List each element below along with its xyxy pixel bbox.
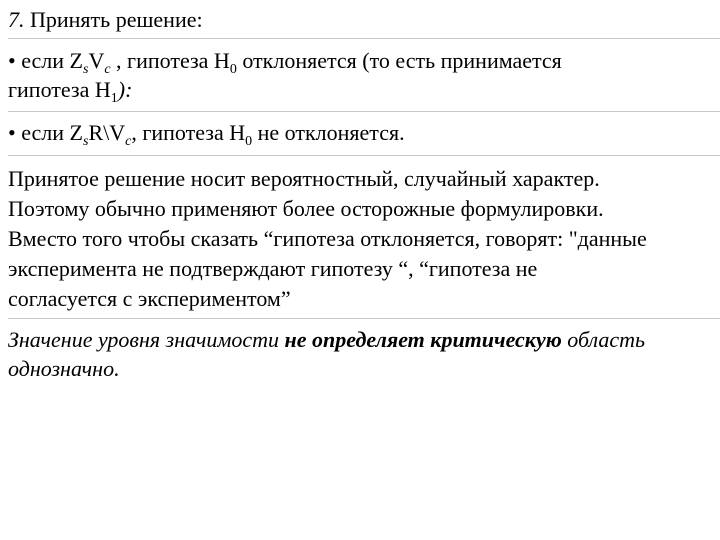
step-number: 7. [8, 7, 25, 32]
paragraph-line: согласуется с экспериментом” [8, 286, 291, 311]
step-title: Принять решение: [24, 7, 203, 32]
bullet-accept [8, 119, 405, 147]
note-text-end: область [561, 327, 646, 352]
paragraph-line: эксперимента не подтверждают гипотезу “, “гипотеза не [8, 256, 538, 281]
bullet-text-tail: отклоняется (то есть принимается [236, 48, 562, 73]
bullet-icon: • [8, 120, 16, 145]
bullet-line2-text: гипотеза H [8, 77, 111, 102]
divider [8, 111, 720, 112]
z-subscript: s [82, 134, 89, 149]
h1-subscript: 1 [110, 91, 118, 106]
v-letter: V [88, 48, 105, 73]
paragraph-line: Поэтому обычно применяют более осторожные формулировки. [8, 196, 604, 221]
bullet-icon: • [8, 48, 16, 73]
bullet-text-start: если Z [15, 120, 83, 145]
v-subscript: c [104, 62, 111, 77]
note-line2: однозначно. [8, 356, 120, 381]
note-emphasis: не определяет критическую [284, 327, 562, 352]
bullet-reject [8, 47, 562, 75]
bullet-text-tail: не отклоняется. [252, 120, 405, 145]
complement-set-text: R\V [88, 120, 126, 145]
divider [8, 155, 720, 156]
bullet-reject-line2 [8, 76, 132, 104]
note-text: Значение уровня значимости [8, 327, 285, 352]
hypothesis-text: , гипотеза H [110, 48, 230, 73]
z-subscript: s [82, 62, 89, 77]
h0-subscript: 0 [229, 62, 237, 77]
divider [8, 318, 720, 319]
divider [8, 38, 720, 39]
hypothesis-text: , гипотеза H [131, 120, 246, 145]
h0-subscript: 0 [245, 134, 253, 149]
bullet-line2-end: ): [117, 77, 133, 102]
step-heading [8, 6, 203, 34]
paragraph-line: Вместо того чтобы сказать “гипотеза отклоняется, говорят: "данные [8, 226, 647, 251]
note-line [8, 326, 645, 354]
bullet-text-start: если Z [15, 48, 83, 73]
v-subscript: c [125, 134, 132, 149]
paragraph-line: Принятое решение носит вероятностный, случайный характер. [8, 166, 600, 191]
